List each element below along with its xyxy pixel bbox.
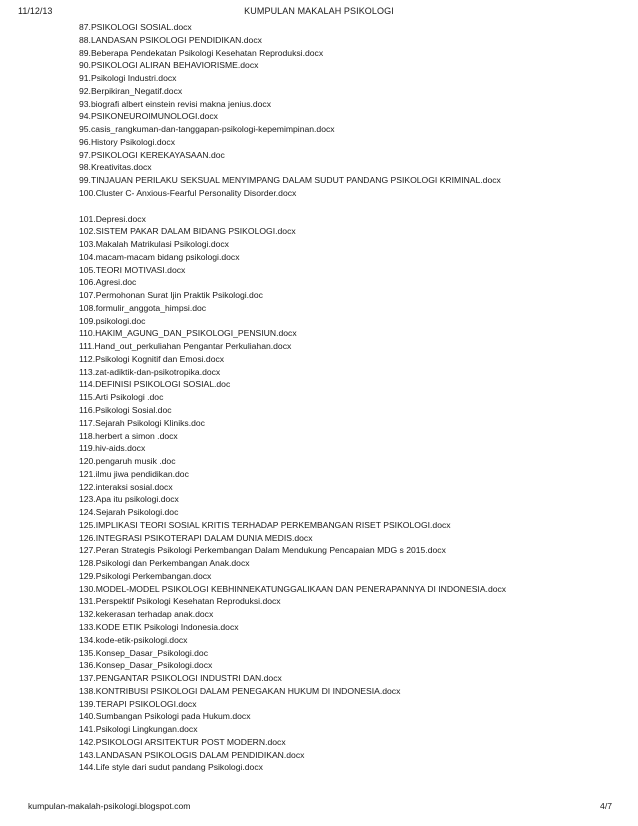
list-item: 106.Agresi.doc [79, 277, 137, 288]
page-number: 4/7 [600, 801, 612, 811]
list-item: 102.SISTEM PAKAR DALAM BIDANG PSIKOLOGI.docx [79, 226, 296, 237]
list-item: 107.Permohonan Surat Ijin Praktik Psikologi.doc [79, 290, 263, 301]
list-item: 88.LANDASAN PSIKOLOGI PENDIDIKAN.docx [79, 34, 262, 45]
list-item: 120.pengaruh musik .doc [79, 456, 176, 467]
list-item: 98.Kreativitas.docx [79, 162, 152, 173]
list-item: 130.MODEL-MODEL PSIKOLOGI KEBHINNEKATUNGGALIKAAN DAN PENERAPANNYA DI INDONESIA.docx [79, 583, 507, 594]
list-item: 96.History Psikologi.docx [79, 136, 176, 147]
list-item: 132.kekerasan terhadap anak.docx [79, 609, 214, 620]
list-item: 110.HAKIM_AGUNG_DAN_PSIKOLOGI_PENSIUN.docx [79, 328, 297, 339]
list-item: 118.herbert a simon .docx [79, 430, 178, 441]
list-item: 123.Apa itu psikologi.docx [79, 494, 179, 505]
list-item: 97.PSIKOLOGI KEREKAYASAAN.doc [79, 149, 225, 160]
list-item: 134.kode-etik-psikologi.docx [79, 634, 188, 645]
list-item: 125.IMPLIKASI TEORI SOSIAL KRITIS TERHADAP PERKEMBANGAN RISET PSIKOLOGI.docx [79, 519, 451, 530]
document-title: KUMPULAN MAKALAH PSIKOLOGI [244, 6, 394, 16]
list-item: 109.psikologi.doc [79, 315, 146, 326]
list-item: 113.zat-adiktik-dan-psikotropika.docx [79, 366, 221, 377]
list-item: 89.Beberapa Pendekatan Psikologi Kesehatan Reproduksi.docx [79, 47, 324, 58]
list-item: 93.biografi albert einstein revisi makna jenius.docx [79, 98, 272, 109]
list-item: 133.KODE ETIK Psikologi Indonesia.docx [79, 622, 239, 633]
list-item: 104.macam-macam bidang psikologi.docx [79, 251, 240, 262]
list-item: 127.Peran Strategis Psikologi Perkembangan Dalam Mendukung Pencapaian MDG s 2015.docx [79, 545, 446, 556]
list-item: 122.interaksi sosial.docx [79, 481, 173, 492]
list-item: 121.ilmu jiwa pendidikan.doc [79, 468, 189, 479]
list-item: 92.Berpikiran_Negatif.docx [79, 85, 183, 96]
list-item: 131.Perspektif Psikologi Kesehatan Reproduksi.docx [79, 596, 281, 607]
list-item: 124.Sejarah Psikologi.doc [79, 507, 179, 518]
list-item: 105.TEORI MOTIVASI.docx [79, 264, 186, 275]
list-item: 91.Psikologi Industri.docx [79, 73, 177, 84]
page-footer [0, 801, 638, 815]
list-item: 111.Hand_out_perkuliahan Pengantar Perkuliahan.docx [79, 341, 292, 352]
list-item: 119.hiv-aids.docx [79, 443, 146, 454]
list-item: 116.Psikologi Sosial.doc [79, 405, 172, 415]
list-item: 99.TINJAUAN PERILAKU SEKSUAL MENYIMPANG DALAM SUDUT PANDANG PSIKOLOGI KRIMINAL.docx [79, 175, 501, 186]
list-item: 144.Life style dari sudut pandang Psikologi.docx [79, 762, 263, 773]
list-item: 114.DEFINISI PSIKOLOGI SOSIAL.doc [79, 379, 231, 390]
list-item: 100.Cluster C- Anxious-Fearful Personality Disorder.docx [79, 187, 297, 198]
list-item: 101.Depresi.docx [79, 213, 146, 224]
list-item: 87.PSIKOLOGI SOSIAL.docx [79, 22, 192, 32]
list-item: 90.PSIKOLOGI ALIRAN BEHAVIORISME.docx [79, 60, 259, 71]
print-date: 11/12/13 [18, 6, 53, 16]
list-item: 137.PENGANTAR PSIKOLOGI INDUSTRI DAN.docx [79, 673, 282, 684]
list-item: 141.Psikologi Lingkungan.docx [79, 724, 198, 735]
list-item: 94.PSIKONEUROIMUNOLOGI.docx [79, 111, 218, 122]
list-item: 135.Konsep_Dasar_Psikologi.doc [79, 647, 208, 658]
page-header [0, 6, 638, 20]
list-item: 142.PSIKOLOGI ARSITEKTUR POST MODERN.docx [79, 736, 286, 747]
list-item: 115.Arti Psikologi .doc [79, 392, 164, 403]
list-item: 108.formulir_anggota_himpsi.doc [79, 302, 207, 313]
list-item: 112.Psikologi Kognitif dan Emosi.docx [79, 353, 225, 364]
list-item: 140.Sumbangan Psikologi pada Hukum.docx [79, 711, 251, 722]
list-item: 138.KONTRIBUSI PSIKOLOGI DALAM PENEGAKAN HUKUM DI INDONESIA.docx [79, 685, 401, 696]
list-item: 103.Makalah Matrikulasi Psikologi.docx [79, 239, 229, 250]
list-item: 95.casis_rangkuman-dan-tanggapan-psikologi-kepemimpinan.docx [79, 124, 335, 135]
file-list [79, 21, 619, 774]
list-item: 126.INTEGRASI PSIKOTERAPI DALAM DUNIA MEDIS.docx [79, 532, 313, 543]
list-item: 128.Psikologi dan Perkembangan Anak.docx [79, 558, 250, 569]
list-item: 117.Sejarah Psikologi Kliniks.doc [79, 417, 205, 428]
source-url[interactable]: kumpulan-makalah-psikologi.blogspot.com [28, 801, 191, 811]
list-item: 139.TERAPI PSIKOLOGI.docx [79, 698, 197, 709]
list-item: 136.Konsep_Dasar_Psikologi.docx [79, 660, 213, 671]
list-item: 143.LANDASAN PSIKOLOGIS DALAM PENDIDIKAN.docx [79, 749, 305, 760]
list-item: 129.Psikologi Perkembangan.docx [79, 570, 212, 581]
